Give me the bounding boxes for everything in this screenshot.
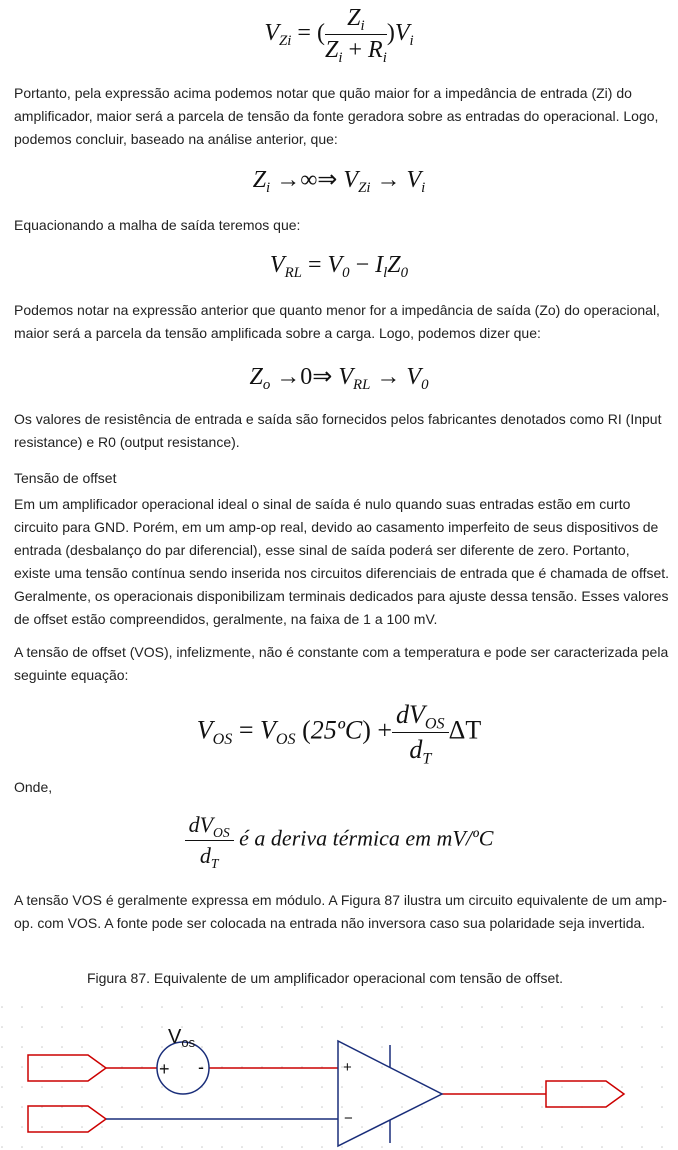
opamp-input-plus: + <box>343 1059 352 1076</box>
paragraph-output-mesh: Equacionando a malha de saída teremos que: <box>14 217 301 233</box>
equation-vos: $V_{OS} = V_{OS}$ (25ºC) + $\frac{dV_{OS}}{d_T}$ ΔT <box>196 700 482 768</box>
paragraph-vos-module: A tensão VOS é geralmente expressa em módulo. A Figura 87 ilustra um circuito equivalente de um amp-op. com VOS. A fonte pode ser colocada na entrada não inversora caso sua polaridade seja invertida. <box>14 892 667 931</box>
source-minus-sign: - <box>198 1057 204 1077</box>
offset-circuit-diagram <box>0 1005 678 1150</box>
paragraph-input-impedance: Portanto, pela expressão acima podemos notar que quão maior for a impedância de entrada (Zi) do amplificador, maior será a parcela de tensão da fonte geradora sobre as entradas do operacional. Logo, podemos concluir, baseado na análise anterior, que: <box>14 85 659 147</box>
equation-zi-limit: $Z_i$ →∞⇒ $V_{Zi} \to V_i$ <box>252 167 426 197</box>
paragraph-offset-explanation: Em um amplificador operacional ideal o sinal de saída é nulo quando suas entradas estão em curto circuito para GND. Porém, em um amp-op real, devido ao casamento imperfeito de seus dispositivos de entrada (desbalanço do par diferencial), esse sinal de saída poderá ser diferente de zero. Portanto, existe uma tensão contínua sendo inserida nos circuitos diferenciais de entrada que é chamada de offset. Geralmente, os operacionais disponibilizam terminais dedicados para ajuste dessa tensão. Esses valores de offset estão compreendidos, geralmente, na faixa de 1 a 100 mV. <box>14 496 670 627</box>
equation-zo-limit: $Z_o$ →0⇒ $V_{RL} \to V_0$ <box>249 364 429 394</box>
equation-drift-definition: $\frac{dV_{OS}}{d_T}$ é a deriva térmica em mV/ºC <box>0 812 678 869</box>
section-heading-offset: Tensão de offset <box>14 470 117 486</box>
paragraph-vos-temperature: A tensão de offset (VOS), infelizmente, não é constante com a temperatura e pode ser caracterizada pela seguinte equação: <box>14 644 669 683</box>
figure-caption: Figura 87. Equivalente de um amplificador operacional com tensão de offset. <box>86 970 564 986</box>
equation-vzi: $V_{Zi}$ = ( $\frac{Z_i}{Z_i + R_i}$ )$V_i$ <box>264 5 414 67</box>
paragraph-onde: Onde, <box>14 779 53 795</box>
paragraph-output-impedance: Podemos notar na expressão anterior que quanto menor for a impedância de saída (Zo) do operacional, maior será a parcela da tensão amplificada sobre a carga. Logo, podemos dizer que: <box>14 302 660 341</box>
source-label: $V_{os}$ <box>168 1026 196 1050</box>
paragraph-resistance-values: Os valores de resistência de entrada e saída são fornecidos pelos fabricantes denotados como RI (Input resistance) e R0 (output resistance). <box>14 411 662 450</box>
grid-background <box>0 1005 678 1150</box>
equation-vrl: $V_{RL} = V_0 - I_lZ_0$ <box>269 252 409 282</box>
opamp-input-minus: − <box>344 1110 353 1127</box>
source-plus-sign: + <box>159 1059 170 1079</box>
